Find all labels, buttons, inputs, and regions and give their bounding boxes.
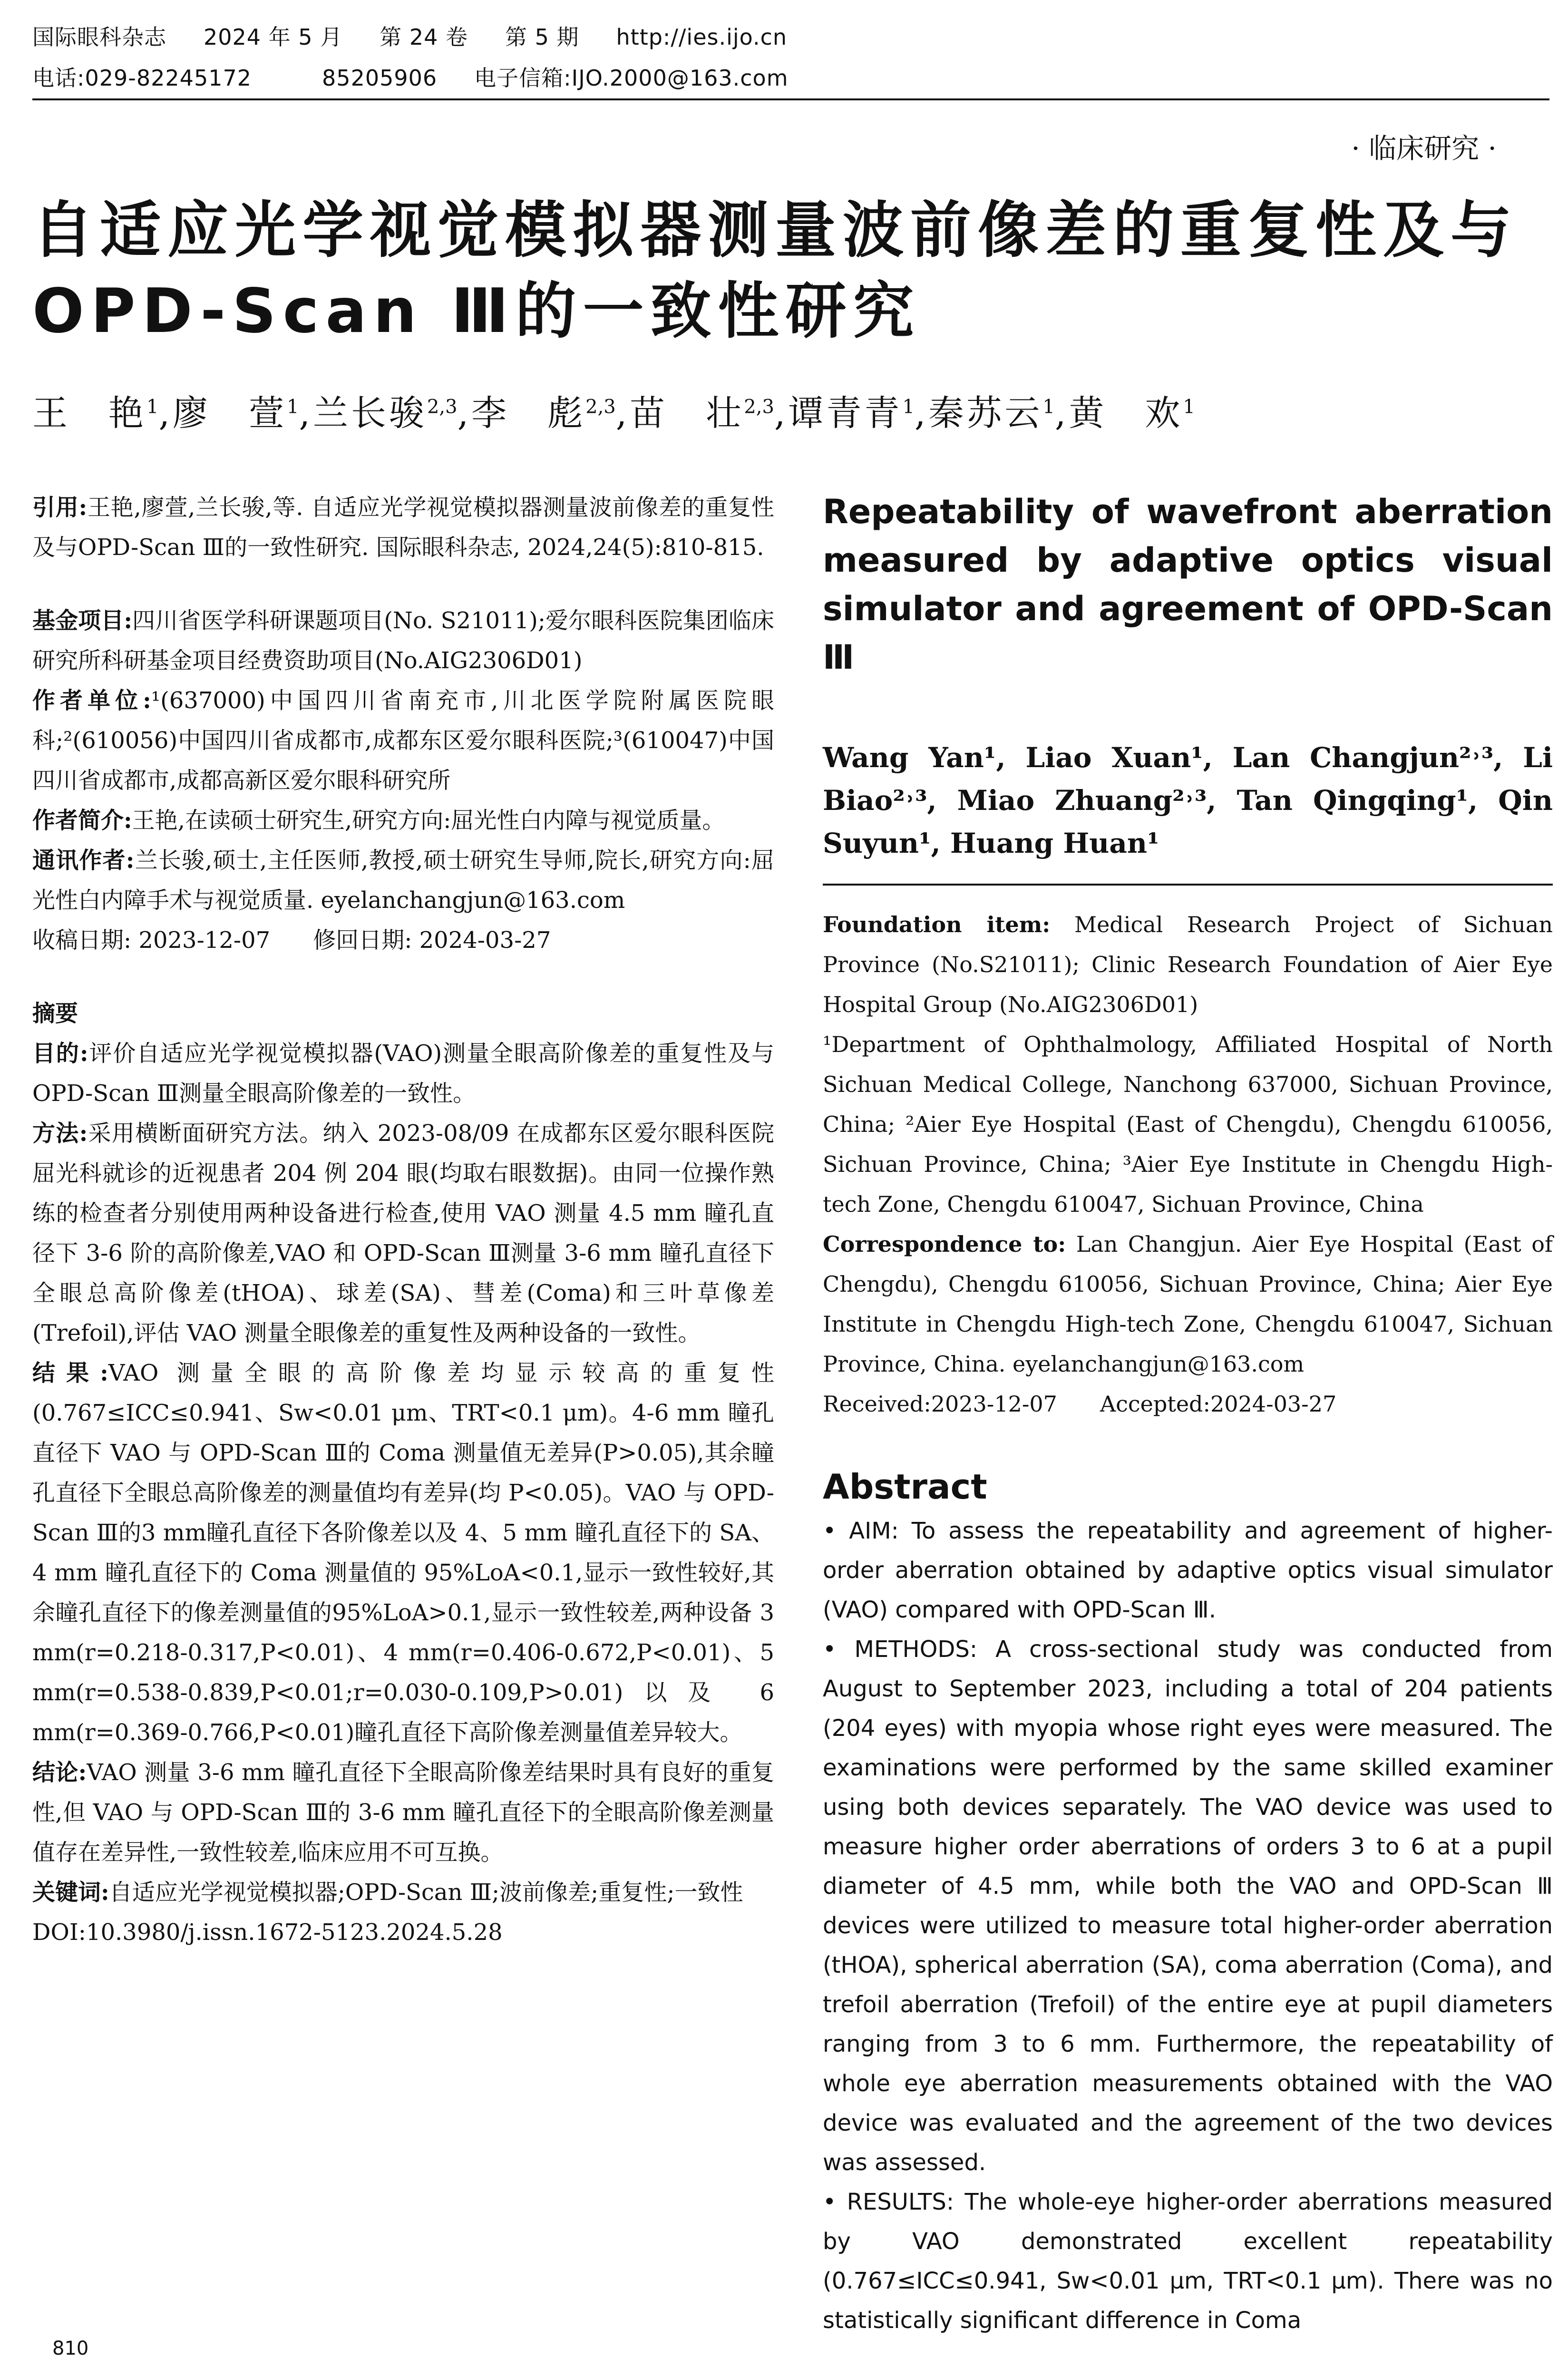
journal-name: 国际眼科杂志 [32, 24, 166, 50]
author: 王 艳$^1$, [32, 393, 173, 434]
abstract-methods: 方法:采用横断面研究方法。纳入 2023-08/09 在成都东区爱尔眼科医院屈光科就诊的近视患者 204 例 204 眼(均取右眼数据)。由同一位操作熟练的检查者分别使用两种设备进行检查,使用 VAO 测量 4.5 mm 瞳孔直径下 3-6 阶的高阶像差,VAO 和 OPD-Scan Ⅲ测量 3-6 mm 瞳孔直径下全眼总高阶像差(tHOA)、球差(SA)、彗差(Coma)和三叶草像差(Trefoil),评估 VAO 测量全眼像差的重复性及两种设备的一致性。 [32, 1120, 774, 1346]
right-column [823, 487, 1553, 2340]
page-number: 810 [52, 2338, 89, 2359]
abstract-heading-cn: 摘要 [32, 1000, 78, 1027]
abstract-en [823, 1511, 1553, 2340]
en-info [823, 905, 1553, 1424]
header-rule [32, 98, 1549, 100]
journal-url[interactable]: http://ies.ijo.cn [616, 24, 788, 50]
abstract-results: 结果:VAO 测量全眼的高阶像差均显示较高的重复性(0.767≤ICC≤0.941、Sw<0.01 μm、TRT<0.1 μm)。4-6 mm 瞳孔直径下 VAO 与 OPD-Scan Ⅲ的 Coma 测量值无差异(P>0.05),其余瞳孔直径下全眼总高阶像差的测量值均有差异(均 P<0.05)。VAO 与 OPD-Scan Ⅲ的3 mm瞳孔直径下各阶像差以及 4、5 mm 瞳孔直径下的 SA、4 mm 瞳孔直径下的 Coma 测量值的 95%LoA<0.1,显示一致性较好,其余瞳孔直径下的像差测量值的95%LoA>0.1,显示一致性较差,两种设备 3 mm(r=0.218-0.317,P<0.01)、4 mm(r=0.406-0.672,P<0.01)、5 mm(r=0.538-0.839,P<0.01;r=0.030-0.109,P>0.01)以及 6 mm(r=0.369-0.766,P<0.01)瞳孔直径下高阶像差测量值差异较大。 [32, 1360, 774, 1746]
phone-2: 85205906 [322, 65, 438, 91]
paper-title-en: Repeatability of wavefront aberration measured by adaptive optics visual simulator and agreement of OPD-Scan Ⅲ [823, 492, 1553, 677]
abstract-en-aim: • AIM: To assess the repeatability and agreement of higher-order aberration obtained by adaptive optics visual simulator (VAO) compared with OPD-Scan Ⅲ. [823, 1518, 1553, 1623]
abstract-aim: 目的:评价自适应光学视觉模拟器(VAO)测量全眼高阶像差的重复性及与 OPD-Scan Ⅲ测量全眼高阶像差的一致性。 [32, 1040, 774, 1107]
corresponding-author: 通讯作者:兰长骏,硕士,主任医师,教授,硕士研究生导师,院长,研究方向:屈光性白内障手术与视觉质量. eyelanchangjun@163.com [32, 847, 774, 914]
abstract-en-methods: • METHODS: A cross-sectional study was conducted from August to September 2023, including a total of 204 patients (204 eyes) with myopia whose right eyes were measured. The examinations were performed by the same skilled examiner using both devices separately. The VAO device was used to measure higher order aberrations of orders 3 to 6 at a pupil diameter of 4.5 mm, while both the VAO and OPD-Scan Ⅲ devices were utilized to measure total higher-order aberration (tHOA), spherical aberration (SA), coma aberration (Coma), and trefoil aberration (Trefoil) of the entire eye at pupil diameters ranging from 3 to 6 mm. Furthermore, the repeatability of whole eye aberration measurements obtained with the VAO device was evaluated and the agreement of the two devices was assessed. [823, 1636, 1553, 2176]
paper-title-cn: 自适应光学视觉模拟器测量波前像差的重复性及与 OPD-Scan Ⅲ的一致性研究 [32, 195, 1519, 347]
correspondence-en: Correspondence to: Lan Changjun. Aier Eye Hospital (East of Chengdu), Chengdu 610056, Sichuan Province, China; Aier Eye Institute in Chengdu High-tech Zone, Chengdu 610047, Sichuan Province, China. eyelanchangjun@163.com [823, 1231, 1553, 1377]
fund-info: 基金项目:四川省医学科研课题项目(No. S21011);爱尔眼科医院集团临床研究所科研基金项目经费资助项目(No.AIG2306D01) [32, 607, 774, 674]
issue: 第 5 期 [505, 24, 579, 50]
journal-header-line1 [32, 20, 824, 51]
author: 李 彪$^{2,3}$, [471, 393, 630, 434]
author: 苗 壮$^{2,3}$, [630, 393, 789, 434]
foundation-item: Foundation item: Medical Research Project of Sichuan Province (No.S21011); Clinic Research Foundation of Aier Eye Hospital Group (No.AIG2306D01) [823, 912, 1553, 1017]
journal-header-line2 [32, 61, 826, 92]
affiliations-en: ¹Department of Ophthalmology, Affiliated Hospital of North Sichuan Medical College, Nanchong 637000, Sichuan Province, China; ²Aier Eye Hospital (East of Chengdu), Chengdu 610056, Sichuan Province, China; ³Aier Eye Institute in Chengdu High-tech Zone, Chengdu 610047, Sichuan Province, China [823, 1032, 1553, 1217]
citation: 引用:王艳,廖萱,兰长骏,等. 自适应光学视觉模拟器测量波前像差的重复性及与OPD-Scan Ⅲ的一致性研究. 国际眼科杂志, 2024,24(5):810-815. [32, 494, 774, 561]
author: 秦苏云$^1$, [928, 393, 1069, 434]
phone: 电话:029-82245172 [32, 65, 252, 91]
authors-en: Wang Yan¹, Liao Xuan¹, Lan Changjun²˒³, Li Biao²˒³, Miao Zhuang²˒³, Tan Qingqing¹, Qin Suyun¹, Huang Huan¹ [823, 741, 1553, 859]
dates: 收稿日期: 2023-12-07 修回日期: 2024-03-27 [32, 927, 551, 954]
affiliation-rule [823, 884, 1553, 886]
author: 廖 萱$^1$, [172, 393, 313, 434]
volume: 第 24 卷 [380, 24, 468, 50]
dates-en: Received:2023-12-07 Accepted:2024-03-27 [823, 1391, 1337, 1417]
section-tag: · 临床研究 · [1351, 132, 1497, 165]
email[interactable]: 电子信箱:IJO.2000@163.com [474, 65, 789, 91]
abstract-conclusion: 结论:VAO 测量 3-6 mm 瞳孔直径下全眼高阶像差结果时具有良好的重复性,但 VAO 与 OPD-Scan Ⅲ的 3-6 mm 瞳孔直径下的全眼高阶像差测量值存在差异性,一致性较差,临床应用不可互换。 [32, 1759, 774, 1866]
author-units: 作者单位:¹(637000)中国四川省南充市,川北医学院附属医院眼科;²(610056)中国四川省成都市,成都东区爱尔眼科医院;³(610047)中国四川省成都市,成都高新区爱尔眼科研究所 [32, 687, 774, 794]
author-bio: 作者简介:王艳,在读硕士研究生,研究方向:屈光性白内障与视觉质量。 [32, 807, 725, 834]
author: 谭青青$^1$, [788, 393, 929, 434]
issue-date: 2024 年 5 月 [204, 24, 343, 50]
authors-cn [32, 385, 1195, 436]
abstract-heading-en: Abstract [823, 1467, 987, 1507]
abstract-en-results: • RESULTS: The whole-eye higher-order aberrations measured by VAO demonstrated excellent repeatability (0.767≤ICC≤0.941, Sw<0.01 μm, TRT<0.1 μm). There was no statistically significant difference in Coma [823, 2189, 1553, 2334]
keywords: 关键词:自适应光学视觉模拟器;OPD-Scan Ⅲ;波前像差;重复性;一致性 [32, 1879, 743, 1906]
doi[interactable]: DOI:10.3980/j.issn.1672-5123.2024.5.28 [32, 1919, 503, 1946]
author: 黄 欢$^1$ [1069, 393, 1195, 434]
left-column [32, 487, 774, 1952]
author: 兰长骏$^{2,3}$, [312, 393, 472, 434]
